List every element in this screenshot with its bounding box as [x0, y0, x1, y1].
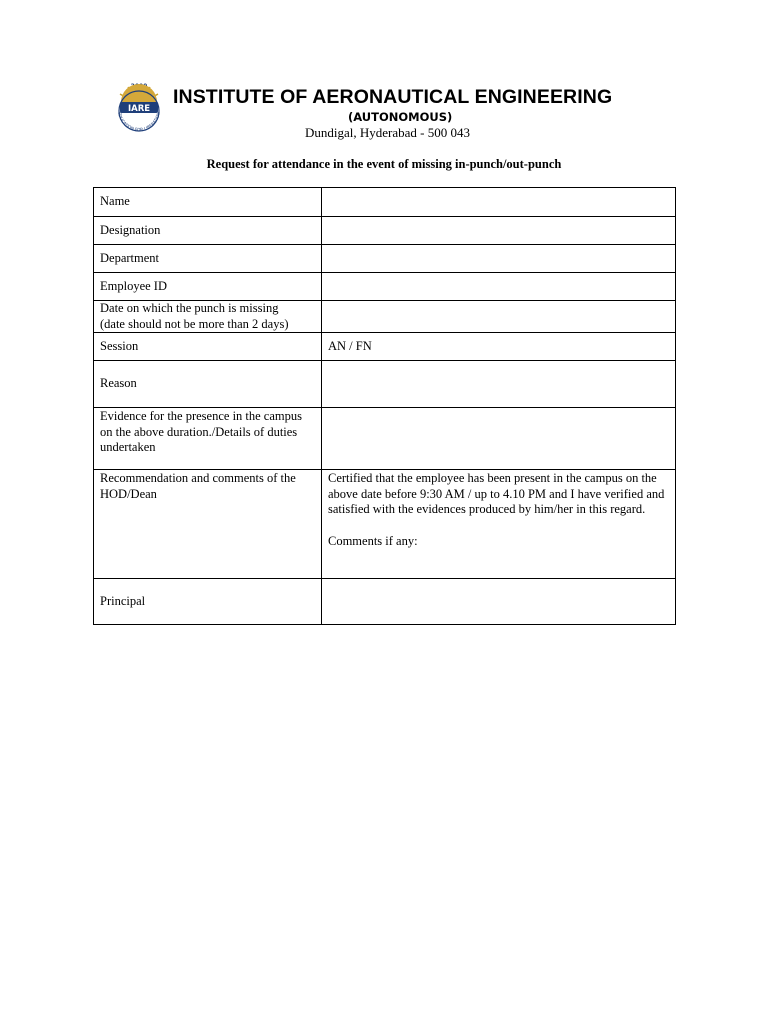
field-employee-id[interactable] [322, 273, 676, 301]
row-session [94, 333, 676, 361]
row-designation [94, 217, 676, 245]
field-recommendation[interactable] [322, 470, 676, 579]
label-evidence: Evidence for the presence in the campus on the above duration./Details of duties undertaken [94, 408, 322, 470]
row-evidence [94, 408, 676, 470]
label-session: Session [94, 333, 322, 361]
logo-text: IARE [127, 104, 151, 114]
certification-text: Certified that the employee has been present in the campus on the above date before 9:30 AM / up to 4.10 PM and I have verified and satisfied with the evidences produced by him/her in this regard. [328, 471, 665, 516]
row-department [94, 245, 676, 273]
label-designation: Designation [94, 217, 322, 245]
field-principal[interactable] [322, 579, 676, 625]
field-evidence[interactable] [322, 408, 676, 470]
label-employee-id: Employee ID [94, 273, 322, 301]
logo-motto: EDUCATION FOR LIBERATION [117, 111, 161, 133]
field-reason[interactable] [322, 361, 676, 408]
row-name [94, 188, 676, 217]
row-principal [94, 579, 676, 625]
field-designation[interactable] [322, 217, 676, 245]
label-department: Department [94, 245, 322, 273]
label-reason: Reason [94, 361, 322, 408]
row-reason [94, 361, 676, 408]
form-title: Request for attendance in the event of missing in-punch/out-punch [206, 157, 562, 171]
label-recommendation: Recommendation and comments of the HOD/Dean [94, 470, 322, 579]
institute-name: INSTITUTE OF AERONAUTICAL ENGINEERING [173, 86, 613, 108]
autonomous-status: (AUTONOMOUS) [348, 110, 453, 124]
iare-logo [110, 80, 168, 140]
row-recommendation [94, 470, 676, 579]
field-session[interactable]: AN / FN [322, 333, 676, 361]
field-missing-date[interactable] [322, 301, 676, 333]
label-missing-date [94, 301, 322, 333]
institute-address: Dundigal, Hyderabad - 500 043 [305, 125, 470, 140]
label-missing-date-line1: Date on which the punch is missing [100, 301, 279, 315]
label-name: Name [94, 188, 322, 217]
row-missing-date [94, 301, 676, 333]
row-employee-id [94, 273, 676, 301]
comments-label: Comments if any: [328, 533, 418, 548]
field-department[interactable] [322, 245, 676, 273]
attendance-request-table [93, 187, 676, 625]
label-missing-date-line2: (date should not be more than 2 days) [100, 316, 289, 331]
field-name[interactable] [322, 188, 676, 217]
label-principal: Principal [94, 579, 322, 625]
